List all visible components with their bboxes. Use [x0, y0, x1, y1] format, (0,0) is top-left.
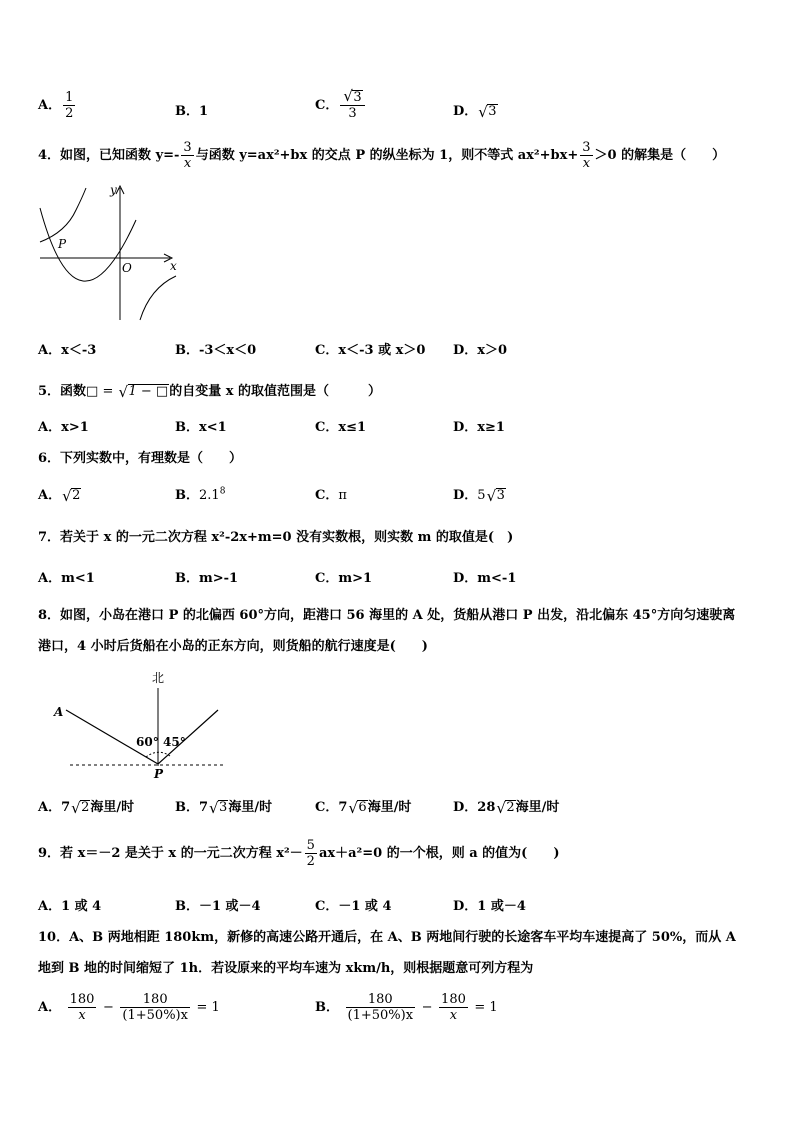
origin-label: O — [122, 261, 132, 275]
q4-option-c: C．x＜-3 或 x＞0 — [315, 343, 426, 358]
q5-option-b: B．x<1 — [175, 420, 227, 435]
q3-option-b: B．1 — [175, 104, 209, 119]
q9-stem: 9．若 x＝－2 是关于 x 的一元二次方程 x²－ $\frac{5}{2}$ ax＋a²=0 的一个根，则 a 的值为( ) — [38, 838, 560, 869]
q8-diagram — [48, 668, 238, 780]
q6-option-d: D．5√ 3 — [453, 484, 506, 503]
q3-option-c: C． √ $\frac{3}{3}$ — [315, 90, 367, 121]
q8-stem-line1: 8．如图，小岛在港口 P 的北偏西 60°方向，距港口 56 海里的 A 处，货船从港口 P 出发，沿北偏东 45°方向匀速驶离 — [38, 608, 736, 623]
q10-stem-line2: 地到 B 地的时间缩短了 1h．若设原来的平均车速为 xkm/h，则根据题意可列方程为 — [38, 961, 534, 976]
q5-option-a: A．x>1 — [38, 420, 89, 435]
q8-option-c: C．7√ 6海里/时 — [315, 796, 411, 815]
q10-option-b: B． $\frac{180}{(1+50\%)x}$ − $\frac{180}{x}$ = 1 — [315, 992, 498, 1023]
q6-stem: 6．下列实数中，有理数是（ ） — [38, 451, 243, 466]
q8-option-a: A．7√ 2海里/时 — [38, 796, 134, 815]
q4-option-d: D．x＞0 — [453, 343, 508, 358]
y-label: y — [110, 183, 117, 197]
point-p-label: P — [154, 767, 164, 780]
q9-option-a: A．1 或 4 — [38, 899, 102, 914]
q9-option-c: C．－1 或 4 — [315, 899, 392, 914]
point-a-label: A — [54, 705, 64, 719]
hyperbola-left — [40, 188, 86, 242]
q5-stem: 5．函数□ = √ 1 − □的自变量 x 的取值范围是（ ） — [38, 380, 381, 399]
q4-option-b: B．-3＜x＜0 — [175, 343, 257, 358]
q3-option-a: A． $\frac{1}{2}$ — [38, 90, 74, 121]
q7-option-a: A．m<1 — [38, 571, 95, 586]
q9-option-b: B．－1 或－4 — [175, 899, 261, 914]
q10-stem-line1: 10．A、B 两地相距 180km，新修的高速公路开通后，在 A、B 两地间行驶的长途客车平均车速提高了 50%，而从 A — [38, 930, 736, 945]
q7-stem: 7．若关于 x 的一元二次方程 x²-2x+m=0 没有实数根，则实数 m 的取值是( ) — [38, 530, 514, 545]
q7-option-d: D．m<-1 — [453, 571, 517, 586]
q10-option-a: A． $\frac{180}{x}$ − $\frac{180}{(1+50\%)x}$ = 1 — [38, 992, 220, 1023]
hyperbola-right — [140, 276, 176, 320]
q6-option-c: C．π — [315, 488, 347, 503]
angle-45-label: 45° — [163, 735, 186, 749]
q4-graph — [36, 180, 186, 325]
q8-option-b: B．7√ 3海里/时 — [175, 796, 272, 815]
q3-option-d: D．√ 3 — [453, 100, 498, 119]
q6-option-b: B．$2.1^8$ — [175, 486, 226, 503]
p-label: P — [58, 237, 67, 251]
north-label: 北 — [152, 671, 165, 685]
x-label: x — [170, 259, 177, 273]
q5-option-d: D．x≥1 — [453, 420, 505, 435]
q9-option-d: D．1 或－4 — [453, 899, 526, 914]
q4-option-a: A．x＜-3 — [38, 343, 97, 358]
q6-option-a: A．√ 2 — [38, 484, 81, 503]
q4-stem: 4．如图，已知函数 y=- $\frac{3}{x}$ 与函数 y=ax²+bx 的交点 P 的纵坐标为 1，则不等式 ax²+bx+ $\frac{3}{x}$ ＞0 的解集是（ ） — [38, 140, 726, 171]
angle-60-label: 60° — [136, 735, 159, 749]
q5-option-c: C．x≤1 — [315, 420, 367, 435]
q7-option-b: B．m>-1 — [175, 571, 239, 586]
q7-option-c: C．m>1 — [315, 571, 373, 586]
q8-option-d: D．28√ 2海里/时 — [453, 796, 559, 815]
q8-stem-line2: 港口，4 小时后货船在小岛的正东方向，则货船的航行速度是( ) — [38, 639, 428, 654]
